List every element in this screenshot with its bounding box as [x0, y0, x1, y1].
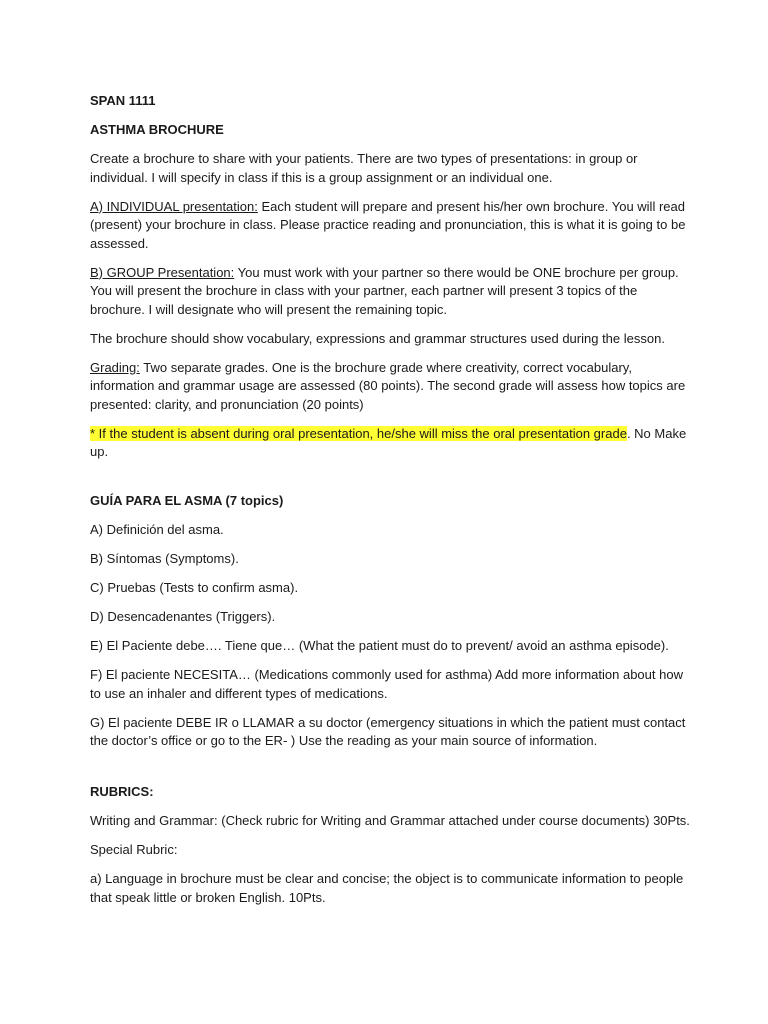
- individual-text: Each student will prepare and present his/her own brochure. You will read (present) your brochure in class. Please practice reading and pronunciation, this is what it is going to be assessed.: [90, 198, 686, 251]
- guide-item-b: B) Síntomas (Symptoms).: [90, 551, 239, 566]
- rubric-item-a: a) Language in brochure must be clear and concise; the object is to communicate information to people that speak little or broken English. 10Pts.: [90, 871, 684, 905]
- absence-paragraph: [90, 425, 690, 462]
- grading-text: Two separate grades. One is the brochure grade where creativity, correct vocabulary, information and grammar usage are assessed (80 points). The second grade will assess how topics are presented: clarity, and pronunciation (20 points): [90, 359, 686, 412]
- spacer: [90, 761, 690, 783]
- guide-item-d: D) Desencadenantes (Triggers).: [90, 609, 276, 624]
- absence-highlight: * If the student is absent during oral presentation, he/she will miss the oral presentation grade: [90, 425, 627, 441]
- group-label: B) GROUP Presentation:: [90, 264, 235, 280]
- vocab-paragraph: The brochure should show vocabulary, expressions and grammar structures used during the lesson.: [90, 330, 665, 346]
- absence-rest: . No Make up.: [90, 425, 687, 459]
- individual-label: A) INDIVIDUAL presentation:: [90, 198, 258, 214]
- brochure-title: ASTHMA BROCHURE: [90, 122, 224, 137]
- guide-item-f: F) El paciente NECESITA… (Medications commonly used for asthma) Add more information about how to use an inhaler and different types of medications.: [90, 667, 683, 701]
- guide-item-a: A) Definición del asma.: [90, 522, 224, 537]
- rubric-writing: Writing and Grammar: (Check rubric for Writing and Grammar attached under course documents) 30Pts.: [90, 813, 690, 828]
- grading-label: Grading:: [90, 359, 140, 375]
- grading-paragraph: [90, 359, 690, 415]
- guide-title: GUÍA PARA EL ASMA (7 topics): [90, 493, 284, 508]
- rubrics-title: RUBRICS:: [90, 784, 154, 799]
- guide-item-e: E) El Paciente debe…. Tiene que… (What the patient must do to prevent/ avoid an asthma episode).: [90, 638, 669, 653]
- individual-paragraph: [90, 198, 690, 254]
- spacer: [90, 472, 690, 492]
- rubric-special: Special Rubric:: [90, 842, 178, 857]
- intro-paragraph: Create a brochure to share with your patients. There are two types of presentations: in group or individual. I will specify in class if this is a group assignment or an individual one.: [90, 151, 638, 185]
- document-body: [90, 92, 690, 918]
- guide-item-g: G) El paciente DEBE IR o LLAMAR a su doctor (emergency situations in which the patient must contact the doctor’s office or go to the ER- ) Use the reading as your main source of information.: [90, 714, 686, 748]
- course-code: SPAN 1111: [90, 93, 156, 108]
- group-paragraph: [90, 264, 690, 320]
- group-text: You must work with your partner so there would be ONE brochure per group. You will present the brochure in class with your partner, each partner will present 3 topics of the brochure. I will designate who will present the remaining topic.: [90, 264, 679, 317]
- guide-item-c: C) Pruebas (Tests to confirm asma).: [90, 580, 299, 595]
